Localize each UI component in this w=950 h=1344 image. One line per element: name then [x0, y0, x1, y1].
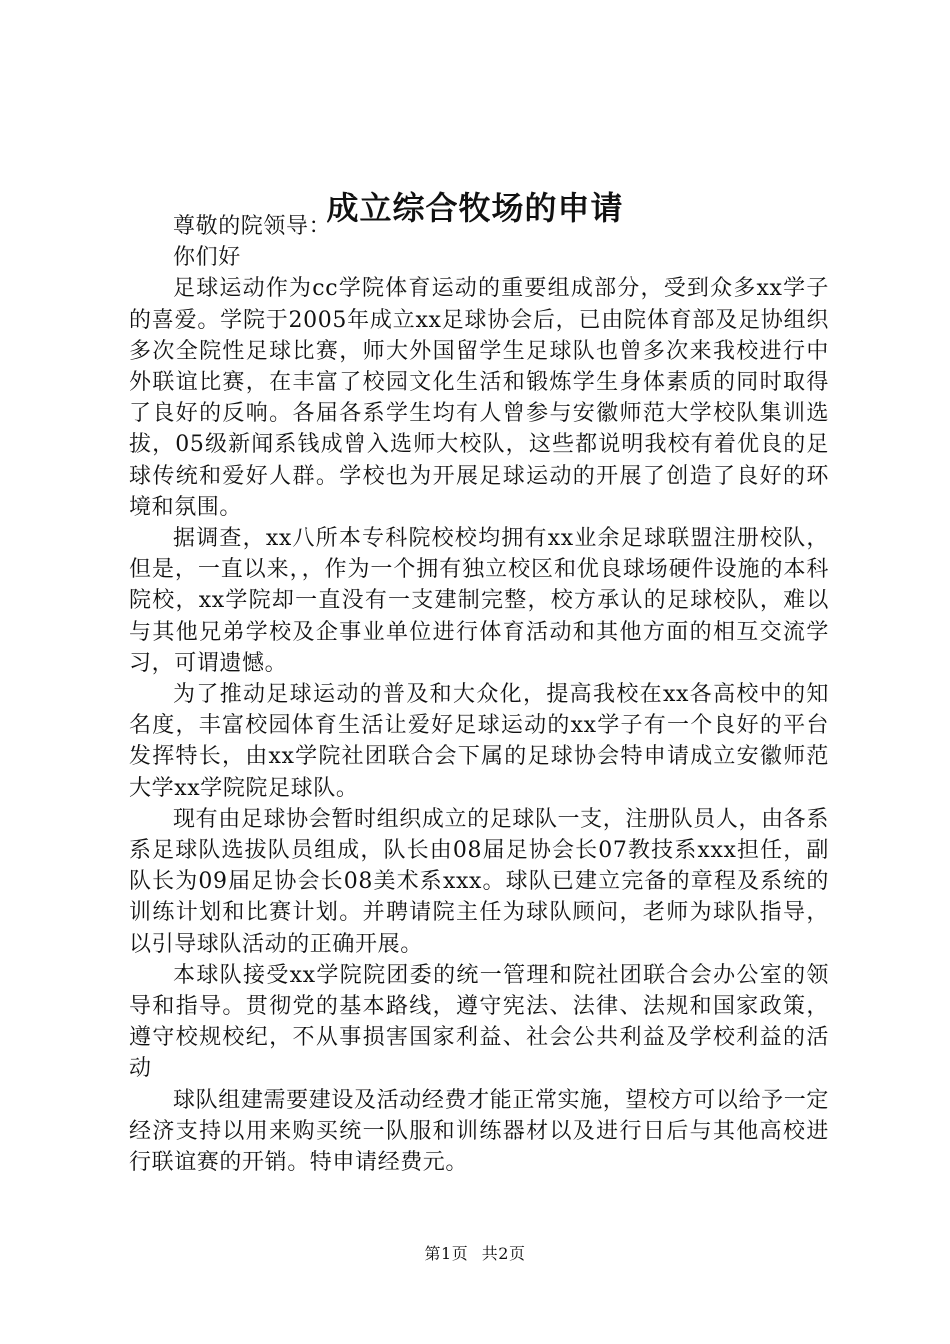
salutation: 尊敬的院领导： [173, 214, 332, 239]
body-paragraph: 为了推动足球运动的普及和大众化，提高我校在xx各高校中的知名度，丰富校园体育生活让爱好足球运动的xx学子有一个良好的平台发挥特长，由xx学院社团联合会下属的足球协会特申请成立安徽师范大学xx学院院足球队。 [129, 682, 829, 801]
document-title: 成立综合牧场的申请 [326, 189, 624, 227]
body-paragraph: 据调查，xx八所本专科院校校均拥有xx业余足球联盟注册校队，但是，一直以来，，作为一个拥有独立校区和优良球场硬件设施的本科院校，xx学院却一直没有一支建制完整，校方承认的足球校队，难以与其他兄弟学校及企事业单位进行体育活动和其他方面的相互交流学习，可谓遗憾。 [129, 526, 829, 676]
greeting: 你们好 [173, 245, 241, 271]
document-body [129, 211, 829, 1178]
page-number: 第1页 [424, 1244, 469, 1263]
page-footer [0, 1242, 950, 1266]
body-paragraph: 球队组建需要建设及活动经费才能正常实施，望校方可以给予一定经济支持以用来购买统一队服和训练器材以及进行日后与其他高校进行联谊赛的开销。特申请经费元。 [129, 1087, 829, 1176]
page-total: 共2页 [481, 1244, 526, 1263]
body-paragraph: 本球队接受xx学院院团委的统一管理和院社团联合会办公室的领导和指导。贯彻党的基本路线，遵守宪法、法律、法规和国家政策，遵守校规校纪，不从事损害国家利益、社会公共利益及学校利益的活动 [129, 962, 829, 1082]
body-paragraph: 现有由足球协会暂时组织成立的足球队一支，注册队员人，由各系系足球队选拔队员组成，队长由08届足协会长07教技系xxx担任，副队长为09届足协会长08美术系xxx。球队已建立完备的章程及系统的训练计划和比赛计划。并聘请院主任为球队顾问，老师为球队指导，以引导球队活动的正确开展。 [129, 806, 829, 957]
body-paragraph: 足球运动作为cc学院体育运动的重要组成部分，受到众多xx学子的喜爱。学院于2005年成立xx足球协会后，已由院体育部及足协组织多次全院性足球比赛，师大外国留学生足球队也曾多次来我校进行中外联谊比赛，在丰富了校园文化生活和锻炼学生身体素质的同时取得了良好的反响。各届各系学生均有人曾参与安徽师范大学校队集训选拔，05级新闻系钱成曾入选师大校队，这些都说明我校有着优良的足球传统和爱好人群。学校也为开展足球运动的开展了创造了良好的环境和氛围。 [129, 276, 829, 520]
